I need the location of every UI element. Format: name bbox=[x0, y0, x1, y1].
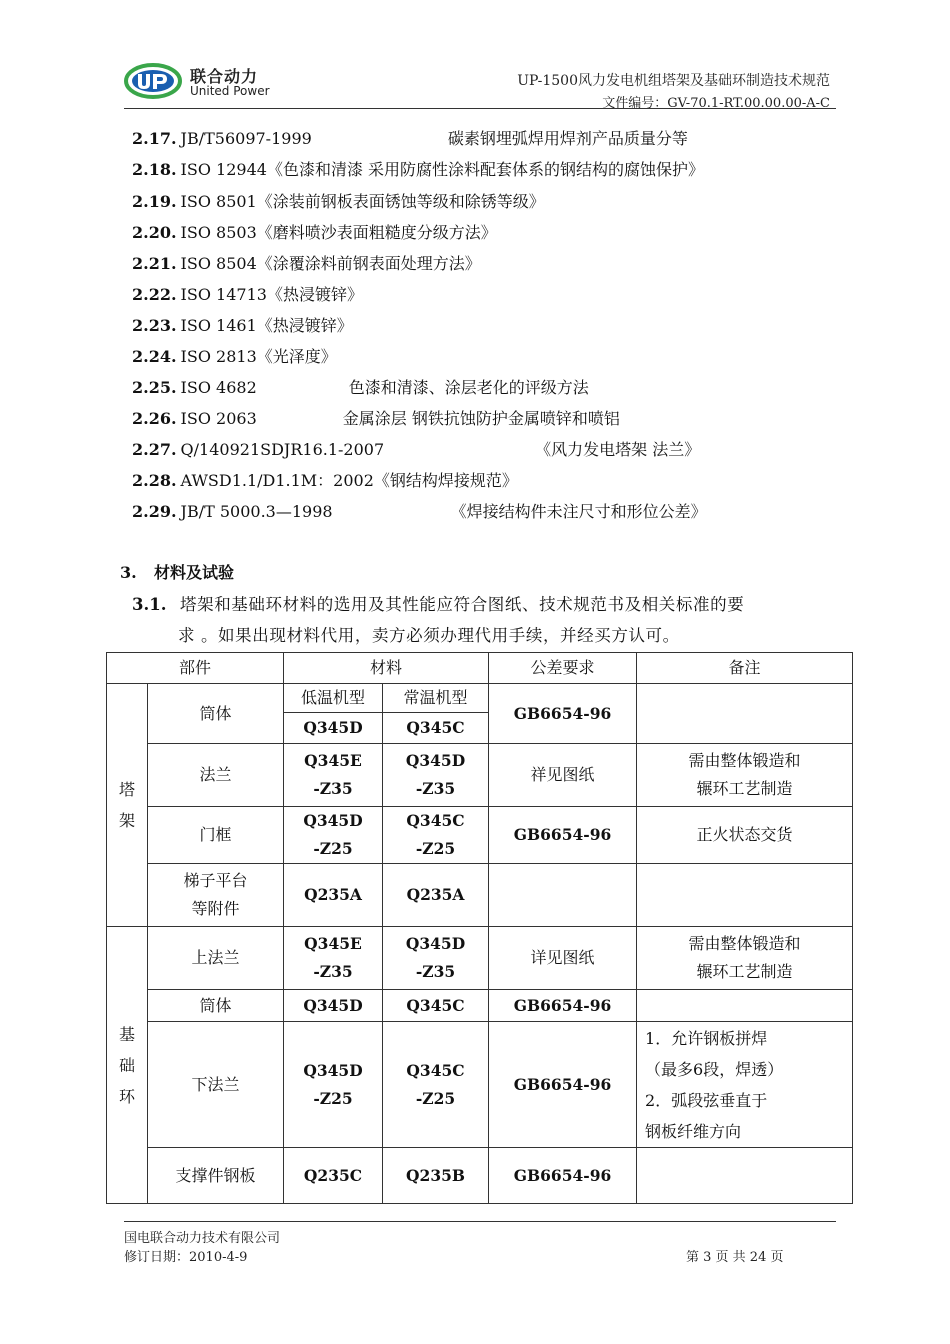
standard-item bbox=[132, 500, 707, 524]
standard-title: 《热浸镀锌》 bbox=[266, 285, 363, 304]
material-low-cell: Q345D -Z25 bbox=[284, 807, 383, 864]
tolerance-cell bbox=[489, 864, 637, 927]
logo-text-cn: 联合动力 bbox=[190, 67, 259, 86]
standard-title: 《焊接结构件未注尺寸和形位公差》 bbox=[450, 502, 707, 521]
standard-number: 2.22. bbox=[132, 285, 177, 304]
standard-number: 2.20. bbox=[132, 223, 177, 242]
standard-code: ISO 8503 bbox=[180, 223, 257, 242]
standard-number: 2.19. bbox=[132, 192, 177, 211]
section-heading bbox=[120, 560, 234, 583]
standard-item bbox=[132, 127, 688, 151]
standard-item bbox=[132, 314, 353, 338]
standard-title: 《风力发电塔架 法兰》 bbox=[535, 440, 701, 459]
header-material: 材料 bbox=[284, 653, 489, 684]
table-row bbox=[107, 807, 853, 864]
material-low-cell: Q345D -Z25 bbox=[284, 1022, 383, 1148]
tolerance-cell: 详见图纸 bbox=[489, 927, 637, 990]
standard-number: 2.25. bbox=[132, 378, 177, 397]
tolerance-cell: GB6654-96 bbox=[489, 1148, 637, 1204]
standard-code: ISO 8504 bbox=[180, 254, 257, 273]
material-normal-cell: Q345C -Z25 bbox=[383, 1022, 489, 1148]
material-normal-cell: Q345C -Z25 bbox=[383, 807, 489, 864]
standard-title: 色漆和清漆、涂层老化的评级方法 bbox=[348, 378, 589, 397]
remark-cell bbox=[637, 990, 853, 1022]
remark-cell bbox=[637, 864, 853, 927]
material-normal-cell: Q235A bbox=[383, 864, 489, 927]
material-low-cell: Q235C bbox=[284, 1148, 383, 1204]
standard-title: 金属涂层 钢铁抗蚀防护金属喷锌和喷铝 bbox=[342, 409, 620, 428]
table-row bbox=[107, 1022, 853, 1148]
standard-code: ISO 14713 bbox=[180, 285, 267, 304]
tolerance-cell: GB6654-96 bbox=[489, 990, 637, 1022]
material-normal-cell: Q345C bbox=[383, 713, 489, 744]
standard-item bbox=[132, 376, 589, 400]
tolerance-cell: GB6654-96 bbox=[489, 807, 637, 864]
subheader-low-temp: 低温机型 bbox=[284, 684, 383, 713]
standard-item bbox=[132, 438, 700, 462]
footer-page-number: 第 3 页 共 24 页 bbox=[686, 1250, 784, 1265]
standard-code: JB/T56097-1999 bbox=[180, 129, 312, 148]
standard-item bbox=[132, 158, 704, 182]
document-title: UP-1500风力发电机组塔架及基础环制造技术规范 bbox=[517, 73, 830, 89]
up-logo-icon bbox=[124, 62, 182, 100]
table-row bbox=[107, 1148, 853, 1204]
paragraph-3-1 bbox=[132, 591, 744, 615]
remark-cell: 需由整体锻造和 辗环工艺制造 bbox=[637, 927, 853, 990]
standard-number: 2.29. bbox=[132, 502, 177, 521]
standard-code: ISO 1461 bbox=[180, 316, 257, 335]
standard-title: 碳素钢埋弧焊用焊剂产品质量分等 bbox=[447, 129, 688, 148]
material-normal-cell: Q345C bbox=[383, 990, 489, 1022]
standard-code: AWSD1.1/D1.1M：2002 bbox=[180, 471, 374, 490]
standard-item bbox=[132, 469, 518, 493]
group-label-tower: 塔 架 bbox=[107, 684, 148, 927]
material-normal-cell: Q345D -Z35 bbox=[383, 927, 489, 990]
group-label-base-ring: 基 础 环 bbox=[107, 927, 148, 1204]
table-row bbox=[107, 684, 853, 713]
material-low-cell: Q235A bbox=[284, 864, 383, 927]
remark-cell bbox=[637, 1148, 853, 1204]
header-remark: 备注 bbox=[637, 653, 853, 684]
material-low-cell: Q345E -Z35 bbox=[284, 927, 383, 990]
remark-cell: 正火状态交货 bbox=[637, 807, 853, 864]
standard-code: ISO 8501 bbox=[180, 192, 257, 211]
standard-item bbox=[132, 190, 545, 214]
table-row bbox=[107, 744, 853, 807]
header-divider bbox=[124, 108, 836, 109]
part-cell: 筒体 bbox=[148, 684, 284, 744]
standard-item bbox=[132, 407, 620, 431]
remark-cell: 1．允许钢板拼焊 （最多6段，焊透） 2．弧段弦垂直于 钢板纤维方向 bbox=[637, 1022, 853, 1148]
part-cell: 下法兰 bbox=[148, 1022, 284, 1148]
standard-title: 《钢结构焊接规范》 bbox=[373, 471, 518, 490]
materials-table bbox=[106, 652, 853, 1204]
standard-item bbox=[132, 345, 337, 369]
table-header-row bbox=[107, 653, 853, 684]
standard-item bbox=[132, 283, 363, 307]
paragraph-number: 3.1. bbox=[132, 595, 167, 614]
standard-code: ISO 4682 bbox=[180, 378, 257, 397]
standard-code: JB/T 5000.3—1998 bbox=[180, 502, 333, 521]
footer-revision-date: 修订日期：2010-4-9 bbox=[124, 1250, 248, 1265]
remark-cell: 需由整体锻造和 辗环工艺制造 bbox=[637, 744, 853, 807]
standard-number: 2.27. bbox=[132, 440, 177, 459]
section-number: 3. bbox=[120, 563, 137, 582]
tolerance-cell: 祥见图纸 bbox=[489, 744, 637, 807]
standard-code: ISO 12944 bbox=[180, 160, 267, 179]
standard-title: 《涂装前钢板表面锈蚀等级和除锈等级》 bbox=[256, 192, 545, 211]
material-low-cell: Q345D bbox=[284, 713, 383, 744]
material-normal-cell: Q235B bbox=[383, 1148, 489, 1204]
header-tolerance: 公差要求 bbox=[489, 653, 637, 684]
table-row bbox=[107, 864, 853, 927]
part-cell: 门框 bbox=[148, 807, 284, 864]
part-cell: 上法兰 bbox=[148, 927, 284, 990]
standard-title: 《热浸镀锌》 bbox=[256, 316, 353, 335]
standard-title: 《涂覆涂料前钢表面处理方法》 bbox=[256, 254, 481, 273]
document-number: 文件编号：GV-70.1-RT.00.00.00-A-C bbox=[602, 96, 830, 111]
subheader-normal-temp: 常温机型 bbox=[383, 684, 489, 713]
standard-item bbox=[132, 252, 481, 276]
material-low-cell: Q345E -Z35 bbox=[284, 744, 383, 807]
part-cell: 筒体 bbox=[148, 990, 284, 1022]
standard-number: 2.24. bbox=[132, 347, 177, 366]
material-low-cell: Q345D bbox=[284, 990, 383, 1022]
standard-title: 《磨料喷沙表面粗糙度分级方法》 bbox=[256, 223, 497, 242]
section-title: 材料及试验 bbox=[154, 563, 235, 582]
standard-number: 2.26. bbox=[132, 409, 177, 428]
standard-code: ISO 2063 bbox=[180, 409, 257, 428]
tolerance-cell: GB6654-96 bbox=[489, 684, 637, 744]
standard-code: ISO 2813 bbox=[180, 347, 257, 366]
tolerance-cell: GB6654-96 bbox=[489, 1022, 637, 1148]
standard-number: 2.28. bbox=[132, 471, 177, 490]
paragraph-line-1: 塔架和基础环材料的选用及其性能应符合图纸、技术规范书及相关标准的要 bbox=[180, 595, 745, 614]
standard-title: 《色漆和清漆 采用防腐性涂料配套体系的钢结构的腐蚀保护》 bbox=[266, 160, 705, 179]
footer-company: 国电联合动力技术有限公司 bbox=[124, 1231, 281, 1246]
footer-divider bbox=[124, 1221, 836, 1222]
standard-number: 2.23. bbox=[132, 316, 177, 335]
standard-item bbox=[132, 221, 497, 245]
remark-cell bbox=[637, 684, 853, 744]
part-cell: 梯子平台 等附件 bbox=[148, 864, 284, 927]
company-logo bbox=[124, 60, 284, 104]
logo-text-en: United Power bbox=[190, 84, 270, 98]
standard-number: 2.17. bbox=[132, 129, 177, 148]
header-part: 部件 bbox=[107, 653, 284, 684]
table-row bbox=[107, 927, 853, 990]
material-normal-cell: Q345D -Z35 bbox=[383, 744, 489, 807]
standard-code: Q/140921SDJR16.1-2007 bbox=[180, 440, 385, 459]
standard-number: 2.21. bbox=[132, 254, 177, 273]
standard-number: 2.18. bbox=[132, 160, 177, 179]
part-cell: 法兰 bbox=[148, 744, 284, 807]
standard-title: 《光泽度》 bbox=[256, 347, 337, 366]
part-cell: 支撑件钢板 bbox=[148, 1148, 284, 1204]
paragraph-line-2: 求 。如果出现材料代用，卖方必须办理代用手续，并经买方认可。 bbox=[178, 626, 680, 645]
table-row bbox=[107, 990, 853, 1022]
